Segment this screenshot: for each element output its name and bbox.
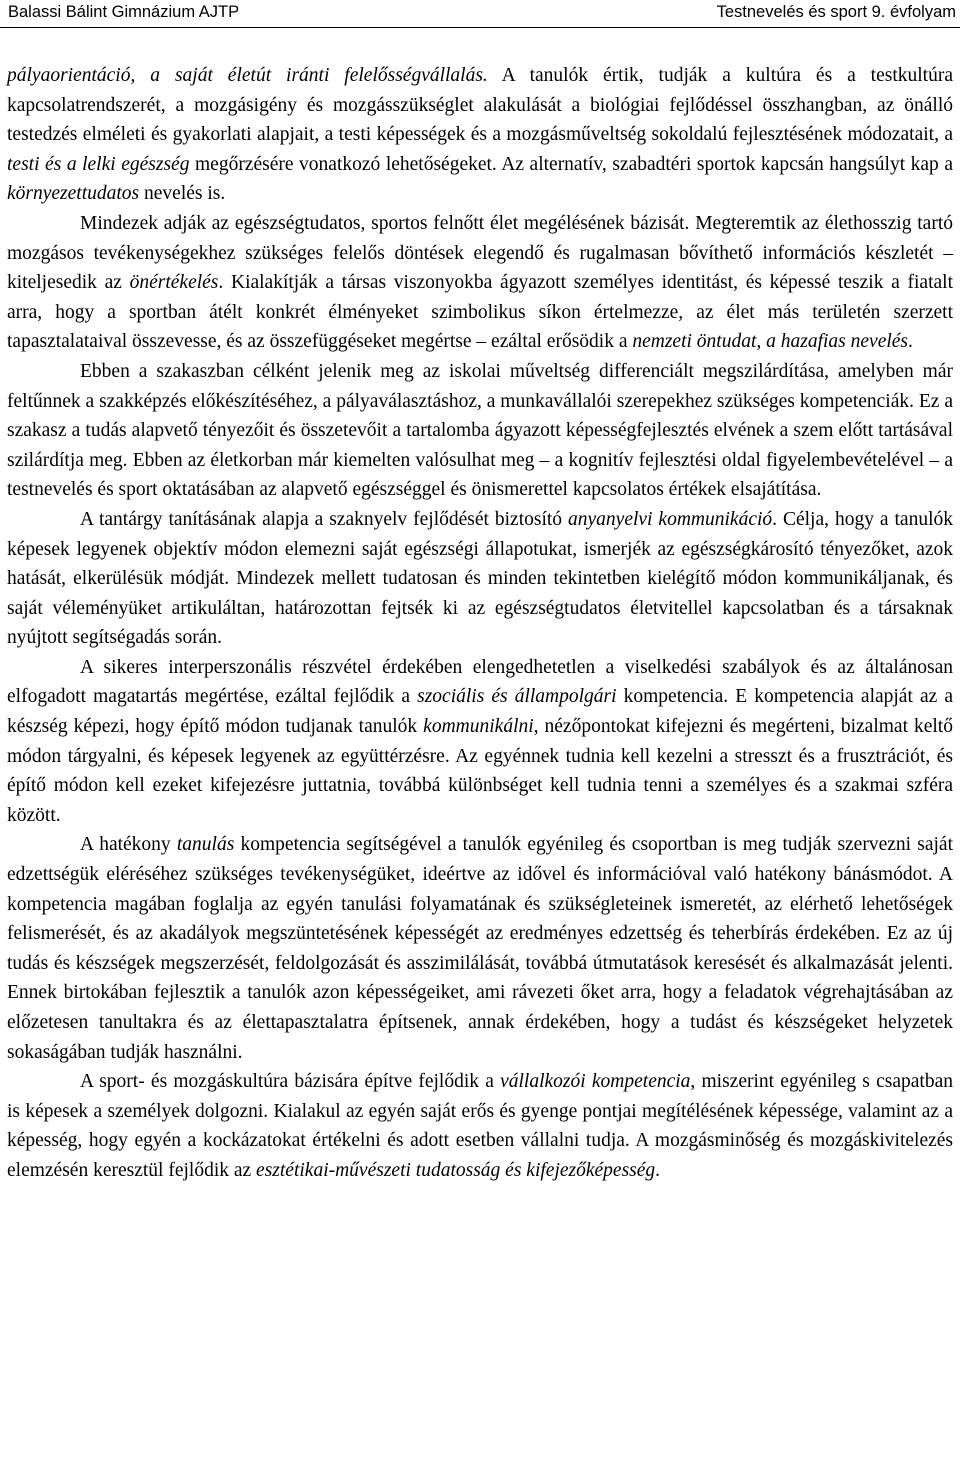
text-run: Mindezek adják az egészségtudatos, sportos felnőtt élet megélésének bázisát. Megteremtik az élethosszig tartó mozgásos tevékenységekhez szükséges felelős döntések elegendő és rugalmasan bővíthető információs készletét – kiteljesedik az xyxy=(7,212,953,294)
header-school-name: Balassi Bálint Gimnázium AJTP xyxy=(8,3,240,21)
emphasized-term: anyanyelvi kommunikáció xyxy=(568,508,773,530)
emphasized-term: kommunikálni xyxy=(423,716,534,738)
text-run: A tanulók értik, tudják a kultúra és a testkultúra kapcsolatrendszerét, a mozgásigény és mozgásszükséglet alakulását a biológiai fejlődéssel összhangban, az önálló testedzés elméleti és gyakorlati alapjait, a testi képességek és a mozgásműveltség sokoldalú fejlesztésének módozatait, a xyxy=(7,65,953,146)
emphasized-term: pályaorientáció, a saját életút iránti felelősségvállalás. xyxy=(7,65,488,86)
text-run: , miszerint egyénileg s csapatban is képesek a személyek dolgozni. Kialakul az egyén saját erős és gyenge pontjai megítélésének képessége, valamint az a képesség, hogy egyén a kockázatokat értékelni és adott esetben vállalni tudja. A mozgásminőség és mozgáskivitelezés elemzésén keresztül fejlődik az xyxy=(7,1071,953,1181)
paragraph-p1 xyxy=(7,61,953,209)
emphasized-term: környezettudatos xyxy=(7,183,140,205)
text-run: megőrzésére vonatkozó lehetőségeket. Az alternatív, szabadtéri sportok kapcsán hangsúlyt kap a xyxy=(189,153,953,175)
text-run: nevelés is. xyxy=(139,183,226,205)
text-run: kompetencia. E kompetencia alapját az a készség képezi, hogy építő módon tudjanak tanulók xyxy=(7,686,954,738)
emphasized-term: testi és a lelki egészség xyxy=(7,153,190,175)
text-run: kompetencia segítségével a tanulók egyénileg és csoportban is meg tudják szervezni saját edzettségük eléréséhez szükséges tevékenységüket, ideértve az idővel és információval való hatékony bánásmódot. A kompetencia magában foglalja az egyén tanulási folyamatának és szükségleteinek ismeretét, az elérhető lehetőségek felismerését, és az akadályok megszüntetésének képességét az eredményes edzettség és teherbírás érdekében. Ez az új tudás és készségek megszerzését, feldolgozását és asszimilálását, továbbá útmutatások keresését és alkalmazását jelenti. Ennek birtokában fejlesztik a tanulók azon képességeiket, ami rávezeti őket arra, hogy a feladatok végrehajtásában az előzetesen tanultakra és az élettapasztalatra építsenek, annak érdekében, hogy a tudást és készségeket helyzetek sokaságában tudják használni. xyxy=(7,834,953,1063)
paragraph-p3 xyxy=(7,357,953,505)
text-run: , nézőpontokat kifejezni és megérteni, bizalmat keltő módon tárgyalni, és képesek legyenek az együttérzésre. Az egyénnek tudnia kell kezelni a stresszt és a frusztrációt, és építő módon kell ezeket kifejezésre juttatnia, továbbá különbséget kell tudnia tenni a személyes és a szakmai szféra között. xyxy=(7,716,953,826)
paragraph-p6 xyxy=(7,830,953,1067)
emphasized-term: szociális és állampolgári xyxy=(417,686,617,708)
emphasized-term: tanulás xyxy=(176,834,235,856)
text-run: . Célja, hogy a tanulók képesek legyenek objektív módon elemezni saját egészségi állapotukat, ismerjék az egészségkárosító tényezőket, azok hatását, elkerülésük módját. Mindezek mellett tudatosan és minden tekintetben kielégítő módon kommunikáljanak, és saját véleményüket artikuláltan, határozottan fejtsék ki az egészségtudatos életvitellel kapcsolatban és a társaknak nyújtott segítségadás során. xyxy=(7,508,953,649)
paragraph-p5 xyxy=(7,653,953,831)
emphasized-term: vállalkozói kompetencia xyxy=(500,1071,691,1093)
text-run: A sikeres interperszonális részvétel érdekében elengedhetetlen a viselkedési szabályok és az általánosan elfogadott magatartás megértése, ezáltal fejlődik a xyxy=(7,656,953,708)
text-run: Ebben a szakaszban célként jelenik meg az iskolai műveltség differenciált megszilárdítása, amelyben már feltűnnek a szakképzés előkészítéséhez, a pályaválasztáshoz, a munkavállalói szerepekhez szükséges kompetenciák. Ez a szakasz a tudás alapvető tényezőit és összetevőit a tartalomba ágyazott képességfejlesztés elvének a szem előtt tartásával szilárdítja meg. Ebben az életkorban már kiemelten valósulhat meg – a kognitív fejlesztési oldal figyelembevételével – a testnevelés és sport oktatásában az alapvető egészséggel és önismerettel kapcsolatos értékek elsajátítása. xyxy=(7,360,953,501)
emphasized-term: esztétikai-művészeti tudatosság és kifejezőképesség xyxy=(256,1159,656,1181)
paragraph-p7 xyxy=(7,1067,953,1185)
text-run: A hatékony xyxy=(80,834,177,856)
document-body xyxy=(7,61,953,1186)
paragraph-p2 xyxy=(7,209,953,357)
text-run: . Kialakítják a társas viszonyokba ágyazott személyes identitást, és képessé teszik a fiatalt arra, hogy a sportban átélt konkrét élményeket szimbolikus síkon értelmezze, az élet más területén szerzett tapasztalataival összevesse, és az összefüggéseket megértse – ezáltal erősödik a xyxy=(7,272,953,353)
emphasized-term: önértékelés xyxy=(129,272,219,294)
paragraph-p4 xyxy=(7,505,953,653)
text-run: . xyxy=(655,1159,661,1181)
header-subject-grade: Testnevelés és sport 9. évfolyam xyxy=(716,3,956,21)
text-run: A sport- és mozgáskultúra bázisára építve fejlődik a xyxy=(80,1071,501,1093)
emphasized-term: nemzeti öntudat, a hazafias nevelés xyxy=(632,331,909,353)
text-run: A tantárgy tanításának alapja a szaknyelv fejlődését biztosító xyxy=(80,508,569,530)
page-header xyxy=(0,0,960,28)
text-run: . xyxy=(908,331,913,353)
